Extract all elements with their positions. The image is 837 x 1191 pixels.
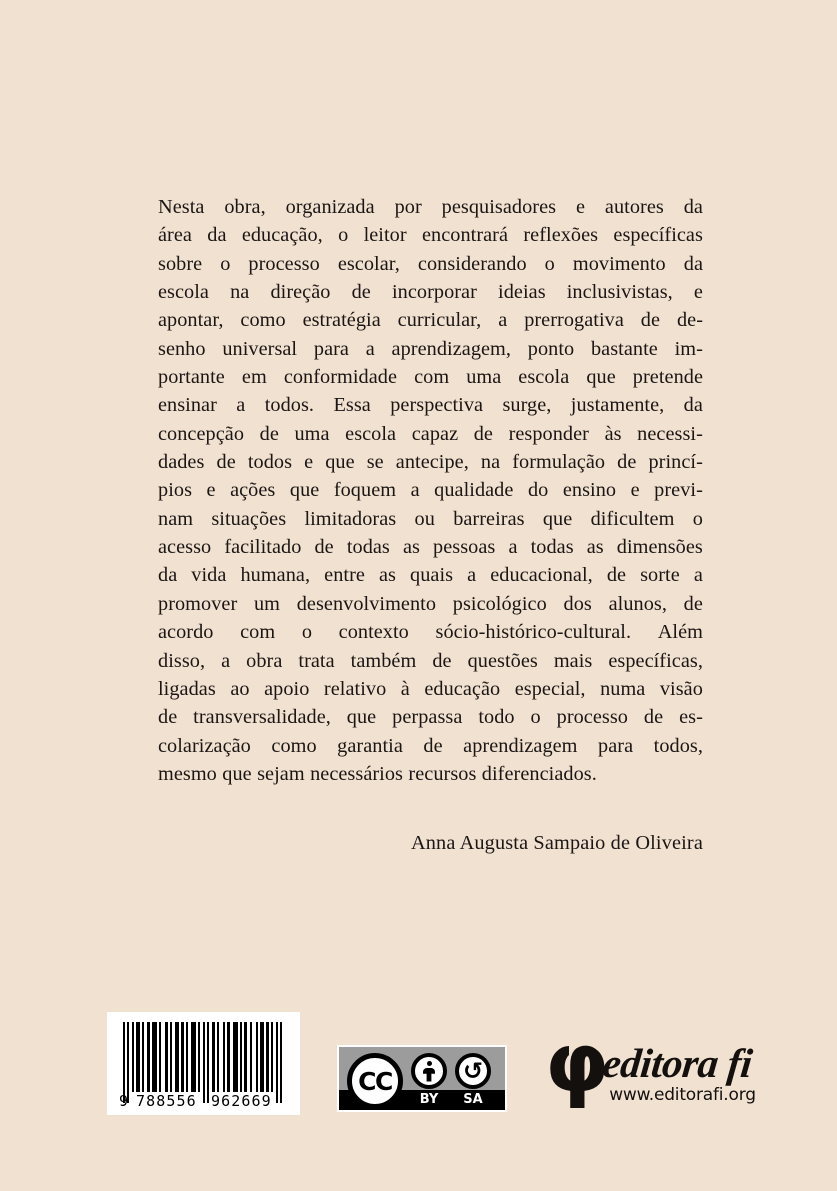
circular-arrow-icon: ↻ xyxy=(462,1057,484,1085)
blurb-line: escola na direção de incorporar ideias inclusivistas, e xyxy=(158,281,703,304)
blurb-line: senho universal para a aprendizagem, ponto bastante im- xyxy=(158,337,703,360)
blurb-line: acesso facilitado de todas as pessoas a todas as dimensões xyxy=(158,536,703,559)
footer-row xyxy=(0,1005,837,1135)
barcode-digits xyxy=(119,1092,289,1110)
blurb-line: disso, a obra trata também de questões mais específicas, xyxy=(158,649,703,672)
blurb-line: mesmo que sejam necessários recursos diferenciados. xyxy=(158,762,597,785)
publisher-logo xyxy=(545,1016,760,1122)
cc-by-label: BY xyxy=(419,1092,439,1107)
blurb-paragraph xyxy=(158,193,703,788)
cc-label-row xyxy=(339,1090,505,1110)
blurb-line: ensinar a todos. Essa perspectiva surge, justamente, da xyxy=(158,394,703,417)
blurb-line: Nesta obra, organizada por pesquisadores e autores da xyxy=(158,196,703,218)
blurb-line: colarização como garantia de aprendizagem para todos, xyxy=(158,734,703,757)
blurb-line: da vida humana, entre as quais a educacional, de sorte a xyxy=(158,564,703,587)
blurb-line: promover um desenvolvimento psicológico dos alunos, de xyxy=(158,592,703,615)
blurb-line: dades de todos e que se antecipe, na formulação de princí- xyxy=(158,451,703,474)
person-icon xyxy=(423,1061,435,1082)
barcode-bars xyxy=(123,1022,285,1092)
blurb-line: portante em conformidade com uma escola que pretende xyxy=(158,366,703,389)
cc-sharealike-icon xyxy=(455,1053,491,1089)
phi-symbol-icon: φ xyxy=(545,1016,610,1111)
publisher-name: editora fi xyxy=(600,1040,755,1086)
barcode-left-group: 788556 xyxy=(136,1092,197,1110)
author-credit: Anna Augusta Sampaio de Oliveira xyxy=(410,832,703,854)
blurb-line: nam situações limitadoras ou barreiras que dificultem o xyxy=(158,507,703,530)
blurb-line: de transversalidade, que perpassa todo o processo de es- xyxy=(158,706,703,729)
cc-sa-label: SA xyxy=(463,1092,483,1107)
blurb-line: pios e ações que foquem a qualidade do ensino e previ- xyxy=(158,479,703,502)
cc-logo-icon: CC xyxy=(347,1053,403,1109)
barcode-lead-digit: 9 xyxy=(119,1092,130,1110)
barcode-right-group: 962669 xyxy=(211,1092,272,1110)
blurb-line: área da educação, o leitor encontrará reflexões específicas xyxy=(158,224,703,247)
blurb-line: concepção de uma escola capaz de responder às necessi- xyxy=(158,422,703,445)
publisher-website: www.editorafi.org xyxy=(609,1085,756,1105)
isbn-barcode xyxy=(107,1012,300,1115)
blurb-line: acordo com o contexto sócio-histórico-cultural. Além xyxy=(158,621,703,644)
blurb-line: sobre o processo escolar, considerando o movimento da xyxy=(158,252,703,275)
blurb-line: ligadas ao apoio relativo à educação especial, numa visão xyxy=(158,677,703,700)
creative-commons-by-sa-badge xyxy=(337,1045,507,1112)
cc-attribution-icon xyxy=(411,1053,447,1089)
blurb-line: apontar, como estratégia curricular, a prerrogativa de de- xyxy=(158,309,703,332)
